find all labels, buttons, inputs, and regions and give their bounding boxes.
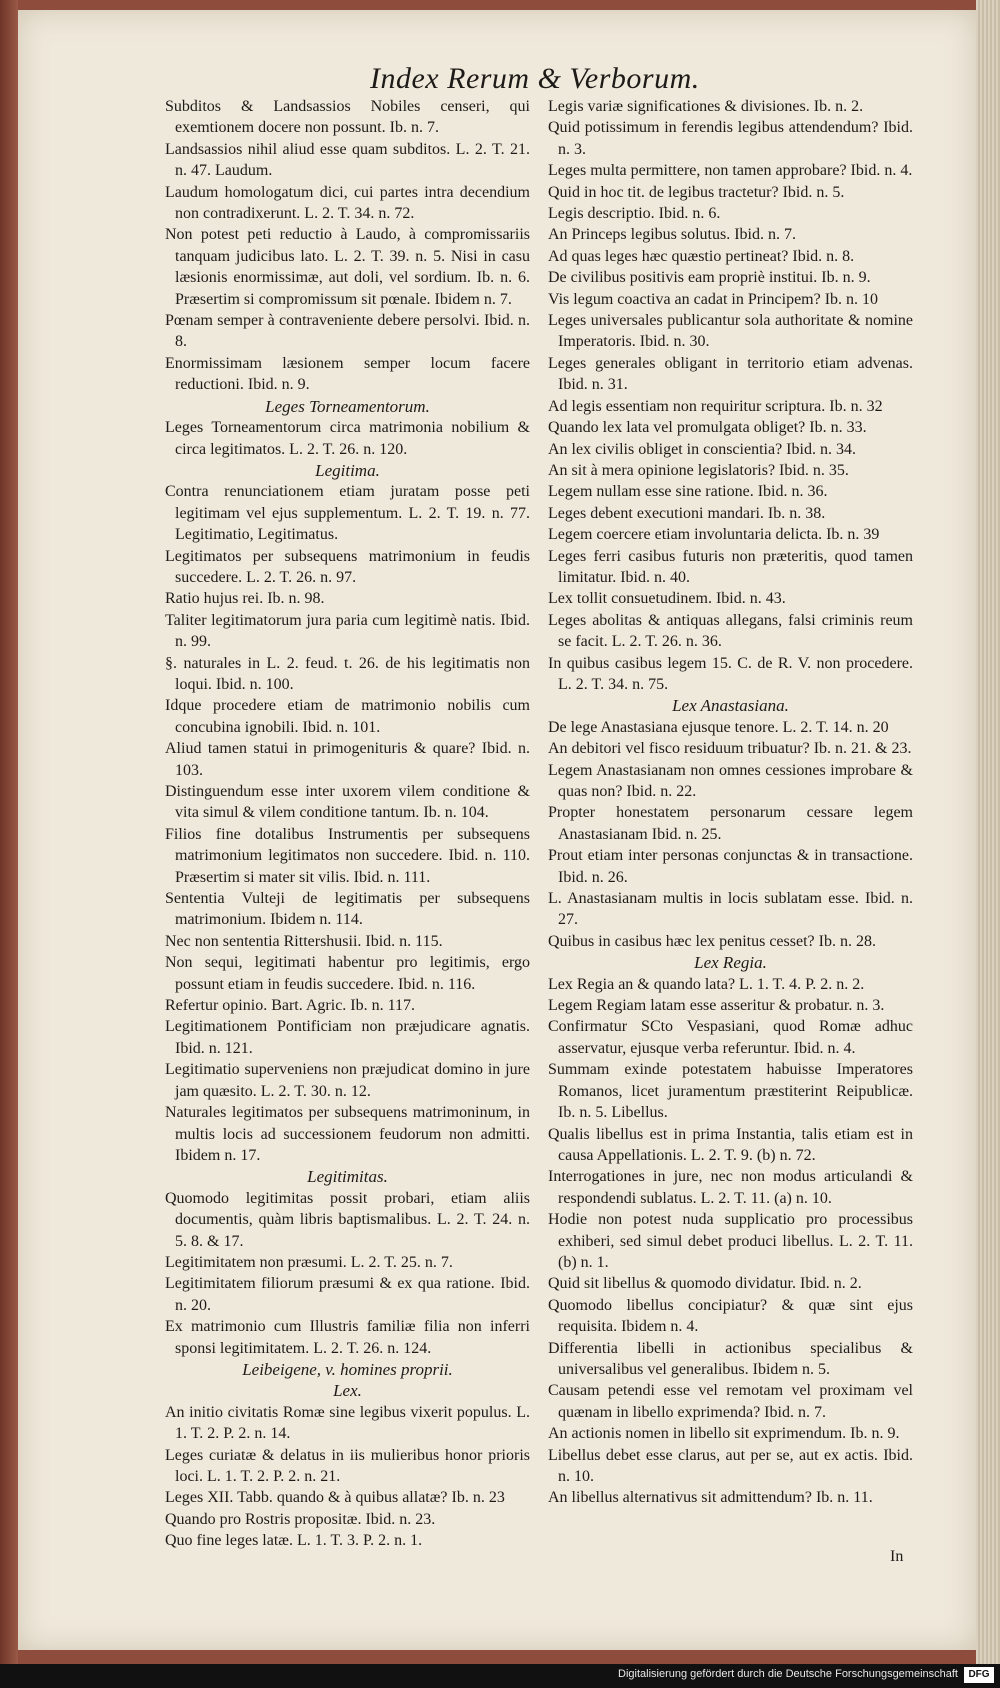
index-entry: Legis descriptio. Ibid. n. 6. xyxy=(548,205,721,223)
index-entry: Legitimatio superveniens non præjudicat domino in jure jam quæsito. L. 2. T. 30. n. 12. xyxy=(165,1061,530,1100)
index-entry: Ratio hujus rei. Ib. n. 98. xyxy=(165,590,325,608)
index-entry: Refertur opinio. Bart. Agric. Ib. n. 117. xyxy=(165,997,416,1015)
index-entry: Leges generales obligant in territorio etiam advenas. Ibid. n. 31. xyxy=(548,354,913,394)
index-entry: §. naturales in L. 2. feud. t. 26. de his legitimatis non loqui. Ibid. n. 100. xyxy=(165,654,530,693)
index-entry: Quando lex lata vel promulgata obliget? Ib. n. 33. xyxy=(548,419,867,437)
index-entry: An actionis nomen in libello sit exprimendum. Ib. n. 9. xyxy=(548,1425,900,1443)
index-entry: Legitimitatem filiorum præsumi & ex qua ratione. Ibid. n. 20. xyxy=(165,1275,530,1314)
index-entry: Distinguendum esse inter uxorem vilem conditione & vita simul & vilem conditione tantum. Ib. n. 104. xyxy=(165,783,530,822)
index-entry: Legitimationem Pontificiam non præjudicare agnatis. Ibid. n. 121. xyxy=(165,1018,530,1057)
index-entry: In quibus casibus legem 15. C. de R. V. non procedere. L. 2. T. 34. n. 75. xyxy=(548,654,913,693)
footer-credit: Digitalisierung gefördert durch die Deutsche Forschungsgemeinschaft xyxy=(618,1668,958,1680)
index-entry: Quo fine leges latæ. L. 1. T. 3. P. 2. n. 1. xyxy=(165,1532,423,1550)
index-entry: Idque procedere etiam de matrimonio nobilis cum concubina ignobili. Ibid. n. 101. xyxy=(165,697,530,736)
index-entry: De lege Anastasiana ejusque tenore. L. 2. T. 14. n. 20 xyxy=(548,718,889,736)
index-entry: L. Anastasianam multis in locis sublatam esse. Ibid. n. 27. xyxy=(548,890,913,929)
page-fore-edge xyxy=(976,0,1000,1664)
index-entry: Quibus in casibus hæc lex penitus cesset? Ib. n. 28. xyxy=(548,932,876,950)
index-entry: An sit à mera opinione legislatoris? Ibid. n. 35. xyxy=(548,461,849,479)
index-entry: Vis legum coactiva an cadat in Principem? Ib. n. 10 xyxy=(548,290,879,308)
dfg-logo: DFG xyxy=(964,1667,994,1683)
index-entry: Leges XII. Tabb. quando & à quibus allatæ? Ib. n. 23 xyxy=(165,1489,505,1507)
index-entry: Leges debent executioni mandari. Ib. n. 38. xyxy=(548,504,826,522)
index-entry: Nec non sententia Rittershusii. Ibid. n. 115. xyxy=(165,932,443,950)
index-entry: Propter honestatem personarum cessare legem Anastasianam Ibid. n. 25. xyxy=(548,804,913,843)
index-entry: Legem Anastasianam non omnes cessiones improbare & quas non? Ibid. n. 22. xyxy=(548,761,913,800)
index-entry: Leges universales publicantur sola authoritate & nomine Imperatoris. Ibid. n. 30. xyxy=(548,312,913,351)
index-entry: Leges Torneamentorum circa matrimonia nobilium & circa legitimatos. L. 2. T. 26. n. 120. xyxy=(165,419,530,458)
index-entry: Leges ferri casibus futuris non præteritis, quod tamen limitatur. Ibid. n. 40. xyxy=(548,547,913,586)
index-entry: Non sequi, legitimati habentur pro legitimis, ergo possunt etiam in feudis succedere. Ibid. n. 116. xyxy=(165,954,530,993)
index-heading: Legitima. xyxy=(315,460,380,480)
index-entry: Legis variæ significationes & divisiones. Ib. n. 2. xyxy=(548,98,864,115)
index-entry: Contra renunciationem etiam juratam posse peti legitimam vel ejus supplementum. L. 2. T. 19. n. 77. Legitimatio, Legitimatus. xyxy=(165,483,530,544)
index-entry: Legem coercere etiam involuntaria delicta. Ib. n. 39 xyxy=(548,526,880,544)
index-entry: Non potest peti reductio à Laudo, à compromissariis tanquam judicibus lato. L. 2. T. 39. n. 5. Nisi in casu læsionis enormissimæ, aut doli, vel sordium. Ib. n. 6. Præsertim si compromissum sit pœnale. Ibidem n. 7. xyxy=(165,226,530,308)
index-entry: Ad quas leges hæc quæstio pertineat? Ibid. n. 8. xyxy=(548,247,855,265)
index-entry: Quomodo legitimitas possit probari, etiam aliis documentis, quàm libris baptismalibus. L. 2. T. 24. n. 5. 8. & 17. xyxy=(165,1189,530,1250)
index-entry: Libellus debet esse clarus, aut per se, aut ex actis. Ibid. n. 10. xyxy=(548,1446,913,1485)
index-heading: Lex. xyxy=(333,1381,362,1401)
book-binding-edge xyxy=(0,0,18,1664)
index-heading: Leibeigene, v. homines proprii. xyxy=(242,1359,453,1379)
index-entry: De civilibus positivis eam propriè institui. Ib. n. 9. xyxy=(548,269,871,287)
index-entry: Quando pro Rostris propositæ. Ibid. n. 23. xyxy=(165,1510,436,1528)
index-entry: Legem nullam esse sine ratione. Ibid. n. 36. xyxy=(548,483,828,501)
index-entry: Quid potissimum in ferendis legibus attendendum? Ibid. n. 3. xyxy=(548,119,913,158)
index-entry: Enormissimam læsionem semper locum facere reductioni. Ibid. n. 9. xyxy=(165,354,530,394)
index-entry: Quid sit libellus & quomodo dividatur. Ibid. n. 2. xyxy=(548,1275,862,1293)
index-entry: Ad legis essentiam non requiritur scriptura. Ib. n. 32 xyxy=(548,397,883,415)
index-entry: Confirmatur SCto Vespasiani, quod Romæ adhuc asservatur, ejusque verba referuntur. Ibid. n. 4. xyxy=(548,1018,913,1057)
right-column xyxy=(548,96,913,1509)
index-heading: Lex Regia. xyxy=(694,953,767,973)
digitization-footer xyxy=(0,1664,1000,1688)
index-entry: Quomodo libellus concipiatur? & quæ sint ejus requisita. Ibidem n. 4. xyxy=(548,1296,913,1336)
index-entry: Naturales legitimatos per subsequens matrimoninum, in multis locis ad successionem feudorum non admitti. Ibidem n. 17. xyxy=(165,1104,530,1164)
index-entry: Lex Regia an & quando lata? L. 1. T. 4. P. 2. n. 2. xyxy=(548,975,865,993)
index-entry: Quid in hoc tit. de legibus tractetur? Ibid. n. 5. xyxy=(548,183,845,201)
index-entry: Lex tollit consuetudinem. Ibid. n. 43. xyxy=(548,590,786,608)
index-entry: Summam exinde potestatem habuisse Imperatores Romanos, licet juramentum præstiterint Reipublicæ. Ib. n. 5. Libellus. xyxy=(548,1061,913,1122)
index-entry: Causam petendi esse vel remotam vel proximam vel quænam in libello exprimenda? Ibid. n. 7. xyxy=(548,1382,913,1421)
index-entry: Aliud tamen statui in primogenituris & quare? Ibid. n. 103. xyxy=(165,740,530,779)
index-entry: Leges curiatæ & delatus in iis mulieribus honor prioris loci. L. 1. T. 2. P. 2. n. 21. xyxy=(165,1446,530,1485)
index-entry: Laudum homologatum dici, cui partes intra decendium non contradixerunt. L. 2. T. 34. n. 72. xyxy=(165,183,530,223)
left-column xyxy=(165,96,530,1552)
index-entry: Leges abolitas & antiquas allegans, falsi criminis reum se facit. L. 2. T. 26. n. 36. xyxy=(548,611,913,651)
index-entry: An Princeps legibus solutus. Ibid. n. 7. xyxy=(548,226,796,244)
index-entry: An initio civitatis Romæ sine legibus vixerit populus. L. 1. T. 2. P. 2. n. 14. xyxy=(165,1403,530,1443)
index-entry: Prout etiam inter personas conjunctas & in transactione. Ibid. n. 26. xyxy=(548,847,913,886)
index-entry: Landsassios nihil aliud esse quam subditos. L. 2. T. 21. n. 47. Laudum. xyxy=(165,140,530,180)
catchword: In xyxy=(890,1548,904,1565)
index-entry: Leges multa permittere, non tamen approbare? Ibid. n. 4. xyxy=(548,162,913,180)
index-entry: Differentia libelli in actionibus specialibus & universalibus vel generalibus. Ibidem n. 5. xyxy=(548,1339,913,1378)
index-entry: An debitori vel fisco residuum tribuatur? Ib. n. 21. & 23. xyxy=(548,740,912,758)
index-entry: Ex matrimonio cum Illustris familiæ filia non inferri sponsi legitimitatem. L. 2. T. 26. n. 124. xyxy=(165,1318,530,1357)
index-entry: Legem Regiam latam esse asseritur & probatur. n. 3. xyxy=(548,997,885,1015)
index-heading: Legitimitas. xyxy=(307,1167,388,1187)
index-heading: Lex Anastasiana. xyxy=(672,696,789,716)
index-entry: Sententia Vulteji de legitimatis per subsequens matrimonium. Ibidem n. 114. xyxy=(165,890,530,929)
index-entry: Filios fine dotalibus Instrumentis per subsequens matrimonium legitimatos non succedere. Ibid. n. 110. Præsertim si mater sit vilis. Ibid. n. 111. xyxy=(165,825,530,886)
index-entry: Legitimatos per subsequens matrimonium in feudis succedere. L. 2. T. 26. n. 97. xyxy=(165,547,530,586)
running-header: Index Rerum & Verborum. xyxy=(370,62,700,95)
index-entry: Hodie non potest nuda supplicatio pro processibus exhiberi, sed simul debet produci libellus. L. 2. T. 11. (b) n. 1. xyxy=(548,1211,913,1271)
index-entry: Pœnam semper à contraveniente debere persolvi. Ibid. n. 8. xyxy=(165,312,530,351)
index-entry: An lex civilis obliget in conscientia? Ibid. n. 34. xyxy=(548,440,856,458)
index-heading: Leges Torneamentorum. xyxy=(265,396,430,416)
index-entry: Legitimitatem non præsumi. L. 2. T. 25. n. 7. xyxy=(165,1253,453,1271)
index-entry: An libellus alternativus sit admittendum? Ib. n. 11. xyxy=(548,1489,873,1507)
index-entry: Taliter legitimatorum jura paria cum legitimè natis. Ibid. n. 99. xyxy=(165,611,530,651)
index-entry: Qualis libellus est in prima Instantia, talis etiam est in causa Appellationis. L. 2. T. 9. (b) n. 72. xyxy=(548,1125,913,1164)
index-entry: Subditos & Landsassios Nobiles censeri, qui exemtionem docere non possunt. Ib. n. 7. xyxy=(165,98,530,137)
index-entry: Interrogationes in jure, nec non modus articulandi & respondendi sublatus. L. 2. T. 11. (a) n. 10. xyxy=(548,1168,913,1207)
